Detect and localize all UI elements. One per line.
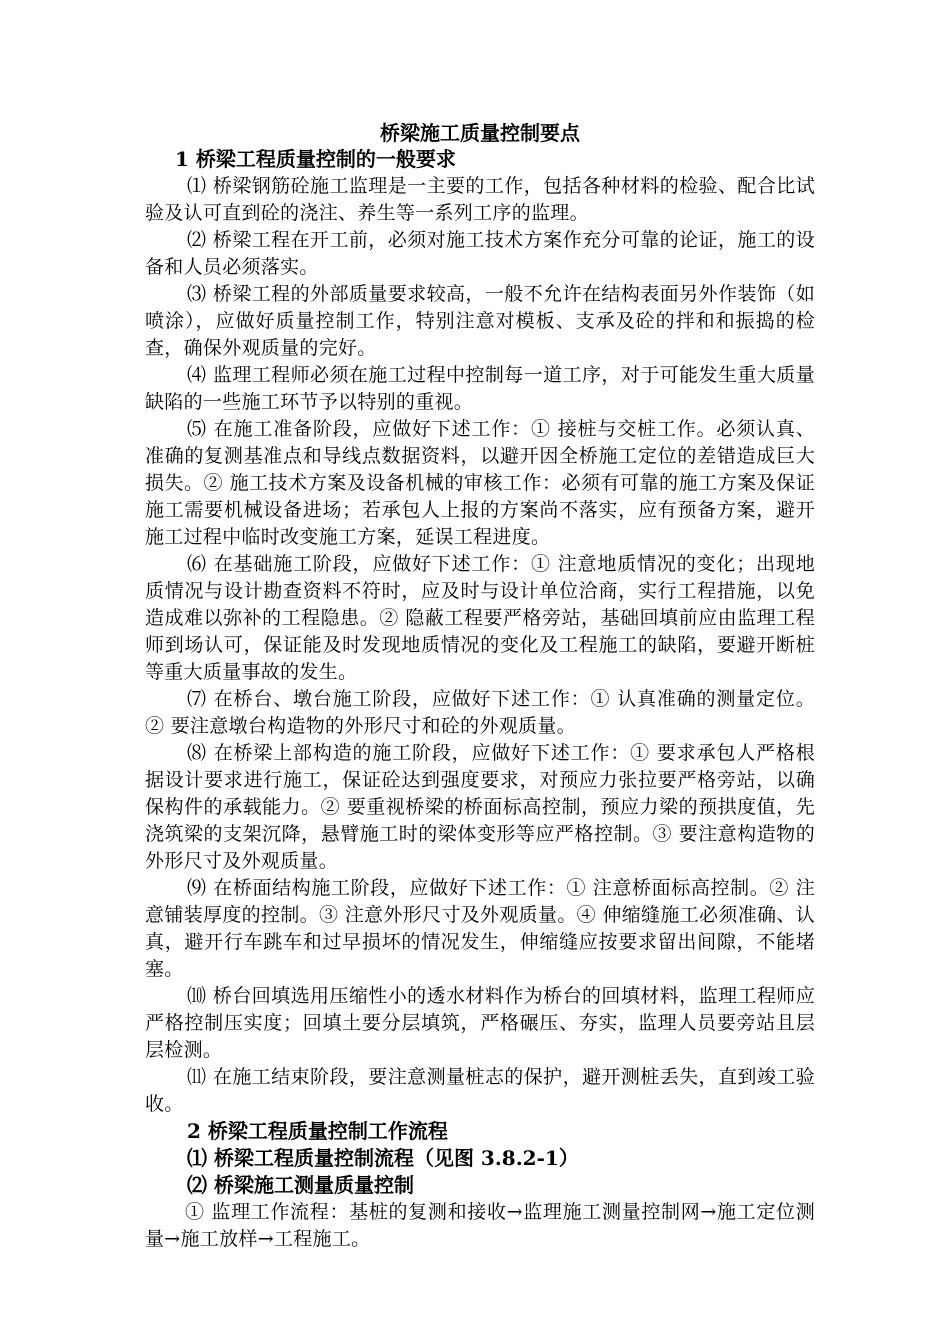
paragraph-7: ⑺ 在桥台、墩台施工阶段，应做好下述工作：① 认真准确的测量定位。② 要注意墩台构造物的外形尺寸和砼的外观质量。 [145, 688, 815, 737]
paragraph-3: ⑶ 桥梁工程的外部质量要求较高，一般不允许在结构表面另外作装饰（如喷涂），应做好质量控制工作，特别注意对模板、支承及砼的拌和和振捣的检查，确保外观质量的完好。 [145, 283, 815, 359]
subsection-2-heading: ⑵ 桥梁施工测量质量控制 [187, 1173, 414, 1197]
paragraph-1: ⑴ 桥梁钢筋砼施工监理是一主要的工作，包括各种材料的检验、配合比试验及认可直到砼的浇注、养生等一系列工序的监理。 [145, 175, 815, 224]
paragraph-4: ⑷ 监理工程师必须在施工过程中控制每一道工序，对于可能发生重大质量缺陷的一些施工环节予以特别的重视。 [145, 364, 815, 413]
paragraph-2: ⑵ 桥梁工程在开工前，必须对施工技术方案作充分可靠的论证，施工的设备和人员必须落实。 [145, 229, 815, 278]
document-title: 桥梁施工质量控制要点 [380, 121, 580, 145]
section-1-heading: 1 桥梁工程质量控制的一般要求 [175, 147, 456, 171]
final-paragraph: ① 监理工作流程：基桩的复测和接收→监理施工测量控制网→施工定位测量→施工放样→工程施工。 [145, 1201, 815, 1250]
document-page [145, 120, 815, 1253]
paragraph-11: ⑾ 在施工结束阶段，要注意测量桩志的保护，避开测桩丢失，直到竣工验收。 [145, 1066, 815, 1115]
paragraph-6: ⑹ 在基础施工阶段，应做好下述工作：① 注意地质情况的变化；出现地质情况与设计勘查资料不符时，应及时与设计单位洽商，实行工程措施，以免造成难以弥补的工程隐患。② 隐蔽工程要严格旁站，基础回填前应由监理工程师到场认可，保证能及时发现地质情况的变化及工程施工的缺陷，要避开断桩等重大质量事故的发生。 [145, 553, 815, 683]
paragraph-8: ⑻ 在桥梁上部构造的施工阶段，应做好下述工作：① 要求承包人严格根据设计要求进行施工，保证砼达到强度要求，对预应力张拉要严格旁站，以确保构件的承载能力。② 要重视桥梁的桥面标高控制，预应力梁的预拱度值，先浇筑梁的支架沉降，悬臂施工时的梁体变形等应严格控制。③ 要注意构造物的外形尺寸及外观质量。 [145, 742, 815, 872]
paragraph-5: ⑸ 在施工准备阶段，应做好下述工作：① 接桩与交桩工作。必须认真、准确的复测基准点和导线点数据资料，以避开因全桥施工定位的差错造成巨大损失。② 施工技术方案及设备机械的审核工作：必须有可靠的施工方案及保证施工需要机械设备进场；若承包人上报的方案尚不落实，应有预备方案，避开施工过程中临时改变施工方案，延误工程进度。 [145, 418, 815, 548]
paragraph-9: ⑼ 在桥面结构施工阶段，应做好下述工作：① 注意桥面标高控制。② 注意铺装厚度的控制。③ 注意外形尺寸及外观质量。④ 伸缩缝施工必须准确、认真，避开行车跳车和过早损坏的情况发生，伸缩缝应按要求留出间隙，不能堵塞。 [145, 877, 815, 980]
paragraph-10: ⑽ 桥台回填选用压缩性小的透水材料作为桥台的回填材料，监理工程师应严格控制压实度；回填土要分层填筑，严格碾压、夯实，监理人员要旁站且层层检测。 [145, 985, 815, 1061]
subsection-1-heading: ⑴ 桥梁工程质量控制流程（见图 3.8.2-1） [187, 1146, 579, 1170]
section-2-heading: 2 桥梁工程质量控制工作流程 [187, 1119, 448, 1143]
